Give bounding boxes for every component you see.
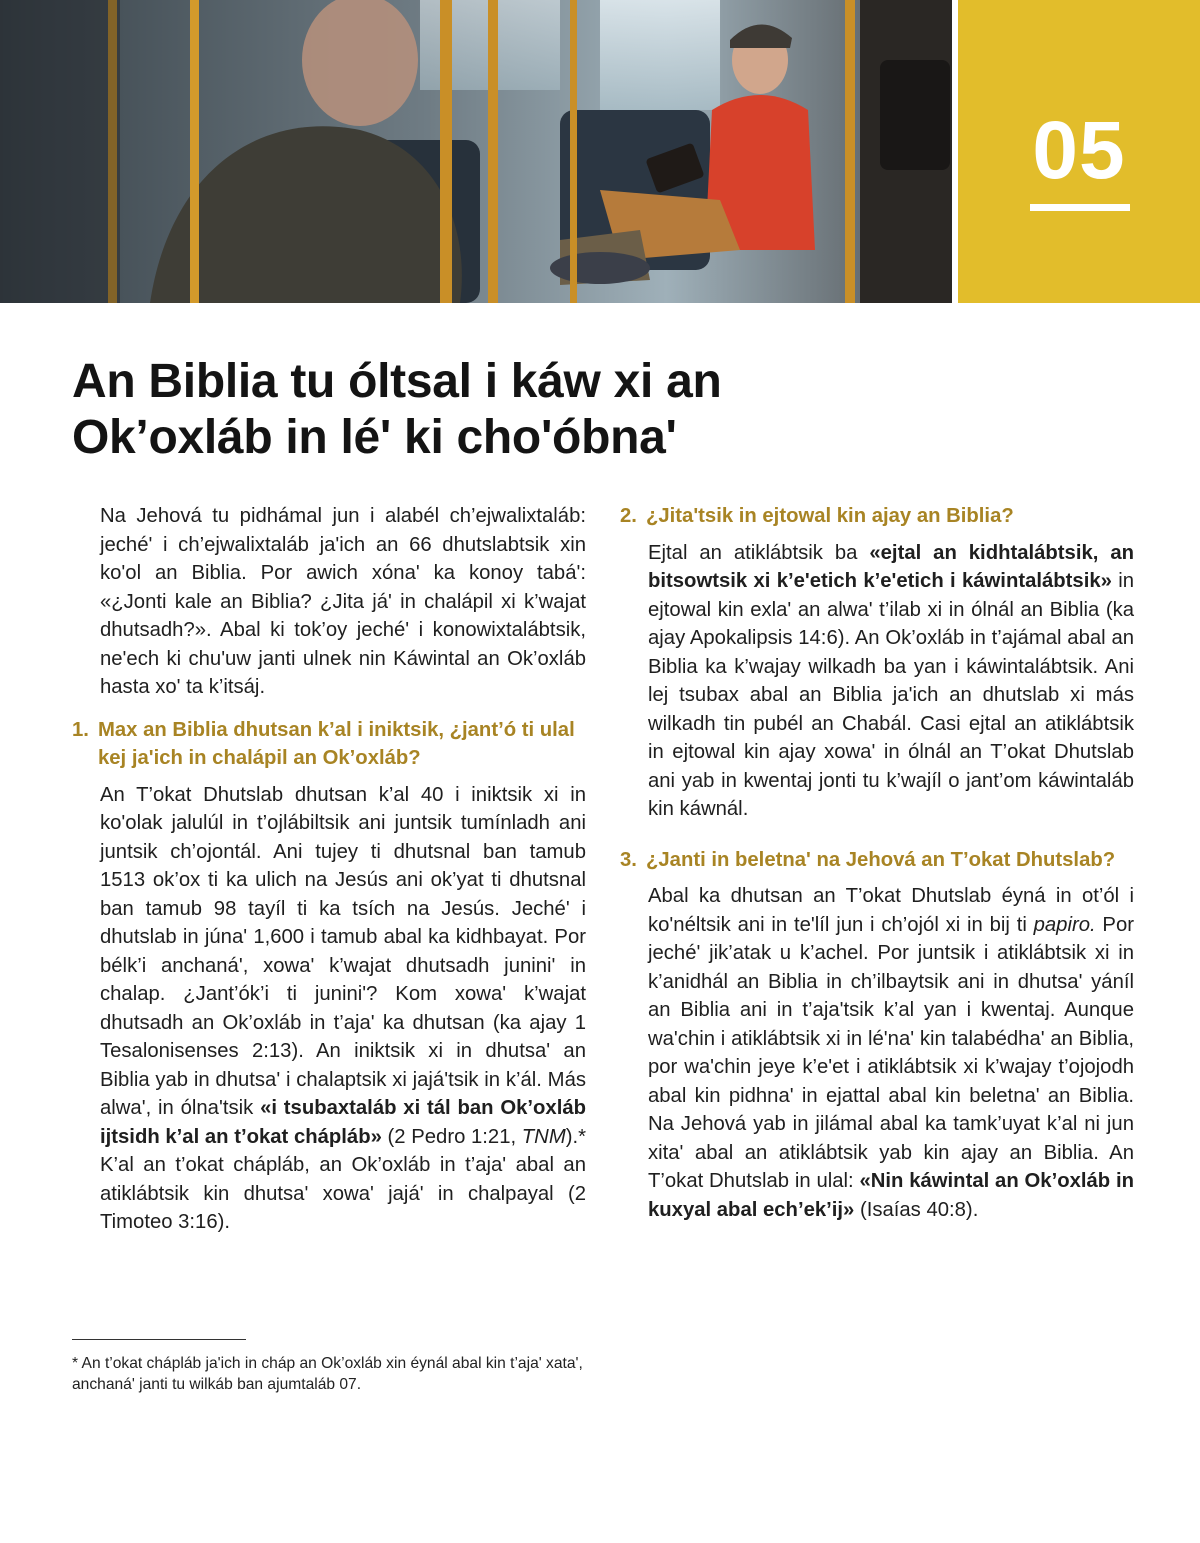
question-1 xyxy=(72,716,586,773)
answer-3-text-3: (Isaías 40:8). xyxy=(854,1198,979,1221)
lesson-number-underline xyxy=(1030,204,1130,211)
footnote-divider xyxy=(72,1339,246,1340)
answer-1-paragraph xyxy=(72,781,586,1237)
answer-1-text-3: ).* K’al an t’okat chápláb, an Ok’oxláb in t’aja' abal an atiklábtsik kin dhutsa' xowa' jajá' in chalpayal (2 Timoteo 3:16). xyxy=(100,1125,586,1233)
question-3-text: ¿Janti in beletna' na Jehová an T’okat Dhutslab? xyxy=(646,848,1116,871)
answer-3-bold-quote: «Nin káwintal an Ok’oxláb in kuxyal abal ech’ek’ij» xyxy=(648,1170,1134,1221)
answer-2-text: Ejtal an atiklábtsik ba xyxy=(648,541,870,564)
question-2-text: ¿Jita'tsik in ejtowal kin ajay an Biblia? xyxy=(646,505,1014,527)
answer-1-text-2: (2 Pedro 1:21, xyxy=(381,1125,522,1148)
question-1-number: 1. xyxy=(72,718,89,741)
question-3 xyxy=(620,846,1134,875)
answer-3-text: Abal ka dhutsan an T’okat Dhutslab éyná in ot’ól i ko'néltsik ani in te'líl jun i ch’ojól xi in bij ti xyxy=(648,885,1134,936)
question-1-text: Max an Biblia dhutsan k’al i iniktsik, ¿jant’ó ti ulal kej ja'ich in chalápil an Ok’oxláb? xyxy=(98,718,575,769)
question-2 xyxy=(620,502,1134,531)
bus-interior-image xyxy=(0,0,952,303)
right-column xyxy=(620,502,1134,1224)
answer-1-bold-quote: «i tsubaxtaláb xi tál ban Ok’oxláb ijtsidh k’al an t’okat chápláb» xyxy=(100,1097,587,1148)
page-title xyxy=(72,354,952,466)
lesson-number-box xyxy=(958,0,1200,303)
intro-paragraph: Na Jehová tu pidhámal jun i alabél ch’ejwalixtaláb: jeché' i ch’ejwalixtaláb ja'ich an 66 dhutslabtsik xin ko'ol an Biblia. Por awich xóna' ka konoy tabá': «¿Jonti kale an Biblia? ¿Jita já' in chalápil xi k’wajat dhutsadh?». Abal ki tok’oy jeché' i konowixtalábtsik, ne'ech ki chu'uw janti ulnek nin Káwintal an Ok’oxláb hasta xo' ta k’itsáj. xyxy=(100,505,586,698)
answer-3-text-2: Por jeché' jik’atak u k’achel. Por juntsik i atiklábtsik xi in k’anidhál an Biblia in ch’ilbaytsik ani in dhutsa' yáníl an Biblia ani in t’aja'tsik k’al yan i kwentaj. Aunque wa'chin i atiklábtsik xi in lé'na' kin talabédha' an Biblia, por wa'chin jeye k’e'et i atiklábtsik xi k’wajay t’ojojodh abal kin pidhna' in ejattal abal kin beletna' an Biblia. Na Jehová yab in jilámal abal ka tamk’uyat k’al ni jun xita' abal an atiklábtsik yab kin ajay an Biblia. An T’okat Dhutslab in ulal: xyxy=(648,913,1134,1192)
answer-3-paragraph xyxy=(620,882,1134,1224)
page-title-line-1: An Biblia tu óltsal i káw xi an xyxy=(72,355,722,408)
answer-1-italic: TNM xyxy=(521,1125,566,1148)
answer-2-text-2: in ejtowal kin exla' an alwa' t’ilab xi in ólnál an Biblia (ka ajay Apokalipsis 14:6). An Ok’oxláb in t’ajámal abal an Biblia ka k’wajay wilkadh ba yan i káwintalábtsik. Ani lej tsubax abal an Biblia ja'ich an dhutslab xi más wilkadh tin pubél an Chabál. Casi ejtal an atiklábtsik in ejtowal kin ajay xowa' in ólnál an T’okat Dhutslab ani yab in kwentaj jonti tu k’wajíl o jant’om káwintaláb kin káwnál. xyxy=(648,570,1134,820)
answer-2-bold-quote: «ejtal an kidhtalábtsik, an bitsowtsik xi k’e'etich k’e'etich i káwintalábtsik» xyxy=(648,541,1134,592)
question-3-number: 3. xyxy=(620,848,637,871)
footnote: * An t’okat chápláb ja'ich in cháp an Ok’oxláb xin éynál abal kin t’aja' xata', anchaná' janti tu wilkáb ban ajumtaláb 07. xyxy=(72,1355,583,1393)
page-title-line-2: Ok’oxláb in lé' ki cho'óbna' xyxy=(72,411,677,464)
left-column xyxy=(72,502,586,1237)
question-2-number: 2. xyxy=(620,505,637,527)
answer-2-paragraph xyxy=(620,539,1134,824)
answer-1-text: An T’okat Dhutslab dhutsan k’al 40 i iniktsik xi in ko'olak jalulúl in t’ojlábiltsik ani juntsik tumínladh ani juntsik ch’ojontál. Ani tujey ti dhutsnal ban tamub 1513 ok’ox ti ka ulich na Jesús ani ok’yat ti dhutsnal ban tamub 98 tayíl ti ka tsích na Jesús. Jeché' i dhutslab in júna' 1,600 i tamub abal ka kidhbayat. Por bélk’i anchaná', xowa' k’wajat dhutsadh junini' in chalap. ¿Jant’ók’i ti junini'? Kom xowa' k’wajat dhutsadh an Ok’oxláb in t’aja' ka dhutsan (ka ajay 1 Tesalonisenses 2:13). An iniktsik xi in dhutsa' an Biblia yab in dhutsa' i chalaptsik xi jajá'tsik in k’ál. Más alwa', in ólna'tsik xyxy=(100,783,586,1119)
answer-3-italic: papiro. xyxy=(1033,913,1096,936)
lesson-number: 05 xyxy=(1032,105,1126,196)
header-photo xyxy=(0,0,952,303)
